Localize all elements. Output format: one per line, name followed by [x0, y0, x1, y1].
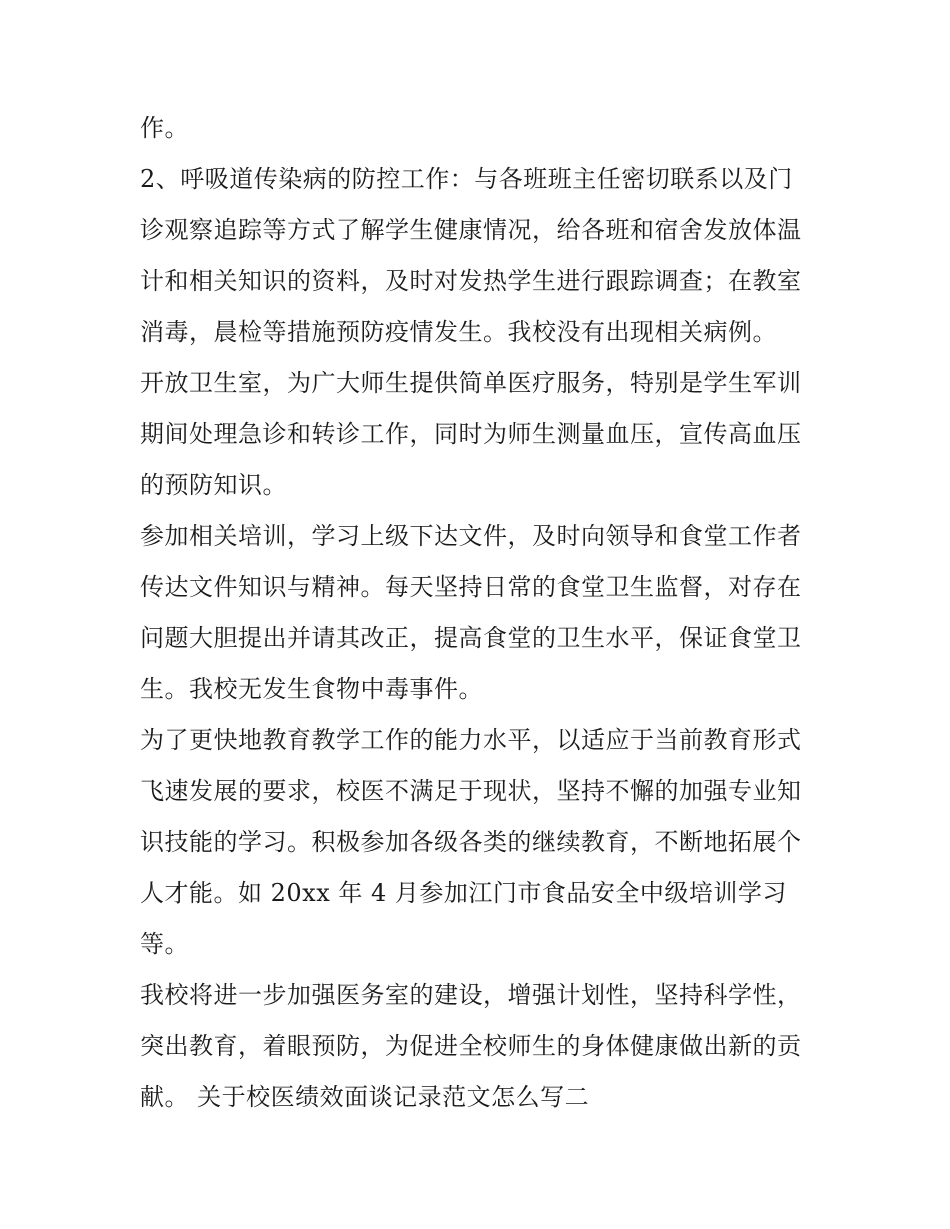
text-line: 开放卫生室，为广大师生提供简单医疗服务，特别是学生军训 — [140, 369, 802, 397]
text-line: 作。 — [140, 114, 189, 142]
text-line: 飞速发展的要求，校医不满足于现状，坚持不懈的加强专业知 — [140, 777, 802, 805]
text-line: 2、呼吸道传染病的防控工作：与各班班主任密切联系以及门 — [140, 165, 793, 193]
text-line: 问题大胆提出并请其改正，提高食堂的卫生水平，保证食堂卫 — [140, 624, 802, 652]
document-body — [140, 103, 820, 1123]
text-line: 消毒，晨检等措施预防疫情发生。我校没有出现相关病例。 — [140, 318, 777, 346]
text-line: 为了更快地教育教学工作的能力水平，以适应于当前教育形式 — [140, 726, 802, 754]
text-line: 我校将进一步加强医务室的建设，增强计划性，坚持科学性， — [140, 981, 802, 1009]
text-line: 突出教育，着眼预防，为促进全校师生的身体健康做出新的贡 — [140, 1032, 802, 1060]
text-line: 诊观察追踪等方式了解学生健康情况，给各班和宿舍发放体温 — [140, 216, 802, 244]
text-line: 传达文件知识与精神。每天坚持日常的食堂卫生监督，对存在 — [140, 573, 802, 601]
text-line: 人才能。如 20xx 年 4 月参加江门市食品安全中级培训学习 — [140, 879, 787, 907]
text-line: 识技能的学习。积极参加各级各类的继续教育，不断地拓展个 — [140, 828, 802, 856]
text-line: 生。我校无发生食物中毒事件。 — [140, 675, 483, 703]
text-line: 献。 关于校医绩效面谈记录范文怎么写二 — [140, 1083, 590, 1111]
text-line: 参加相关培训，学习上级下达文件，及时向领导和食堂工作者 — [140, 522, 802, 550]
text-line: 等。 — [140, 930, 189, 958]
text-line: 计和相关知识的资料，及时对发热学生进行跟踪调查；在教室 — [140, 267, 802, 295]
text-line: 期间处理急诊和转诊工作，同时为师生测量血压，宣传高血压 — [140, 420, 802, 448]
text-line: 的预防知识。 — [140, 471, 287, 499]
